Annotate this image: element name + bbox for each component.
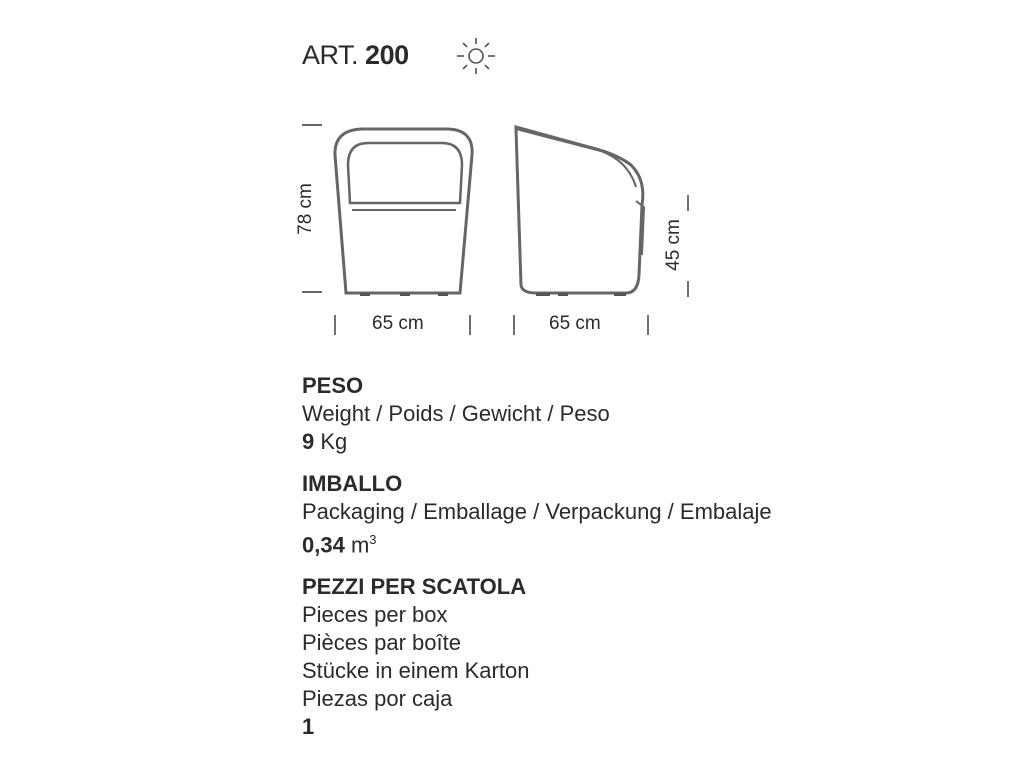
chair-drawing [296,115,716,345]
packaging-value: 0,34 $m^3$ [302,532,377,558]
weight-section [302,372,772,456]
chair-side-view [516,127,644,293]
pieces-section [302,573,772,741]
pieces-value: 1 [302,714,315,740]
packaging-section [302,470,772,559]
article-number: 200 [365,40,409,70]
article-title [302,38,409,72]
sun-icon [454,36,498,76]
weight-value: 9 Kg [302,429,348,454]
weight-heading: PESO [302,373,364,398]
specifications [302,372,772,755]
pieces-line: Piezas por caja [302,686,453,712]
packaging-translations: Packaging / Emballage / Verpackung / Embalaje [302,499,772,524]
width-label: 65 cm [372,313,424,334]
seat-height-label: 45 cm [662,219,684,271]
depth-label: 65 cm [549,313,601,334]
pieces-line: Pièces par boîte [302,630,461,656]
height-label: 78 cm [294,183,316,235]
article-prefix: ART. [302,40,359,70]
pieces-line: Pieces per box [302,602,448,628]
pieces-line: Stücke in einem Karton [302,658,530,684]
pieces-heading: PEZZI PER SCATOLA [302,574,527,600]
chair-front-view [335,129,472,293]
weight-translations: Weight / Poids / Gewicht / Peso [302,401,610,426]
packaging-heading: IMBALLO [302,471,403,496]
